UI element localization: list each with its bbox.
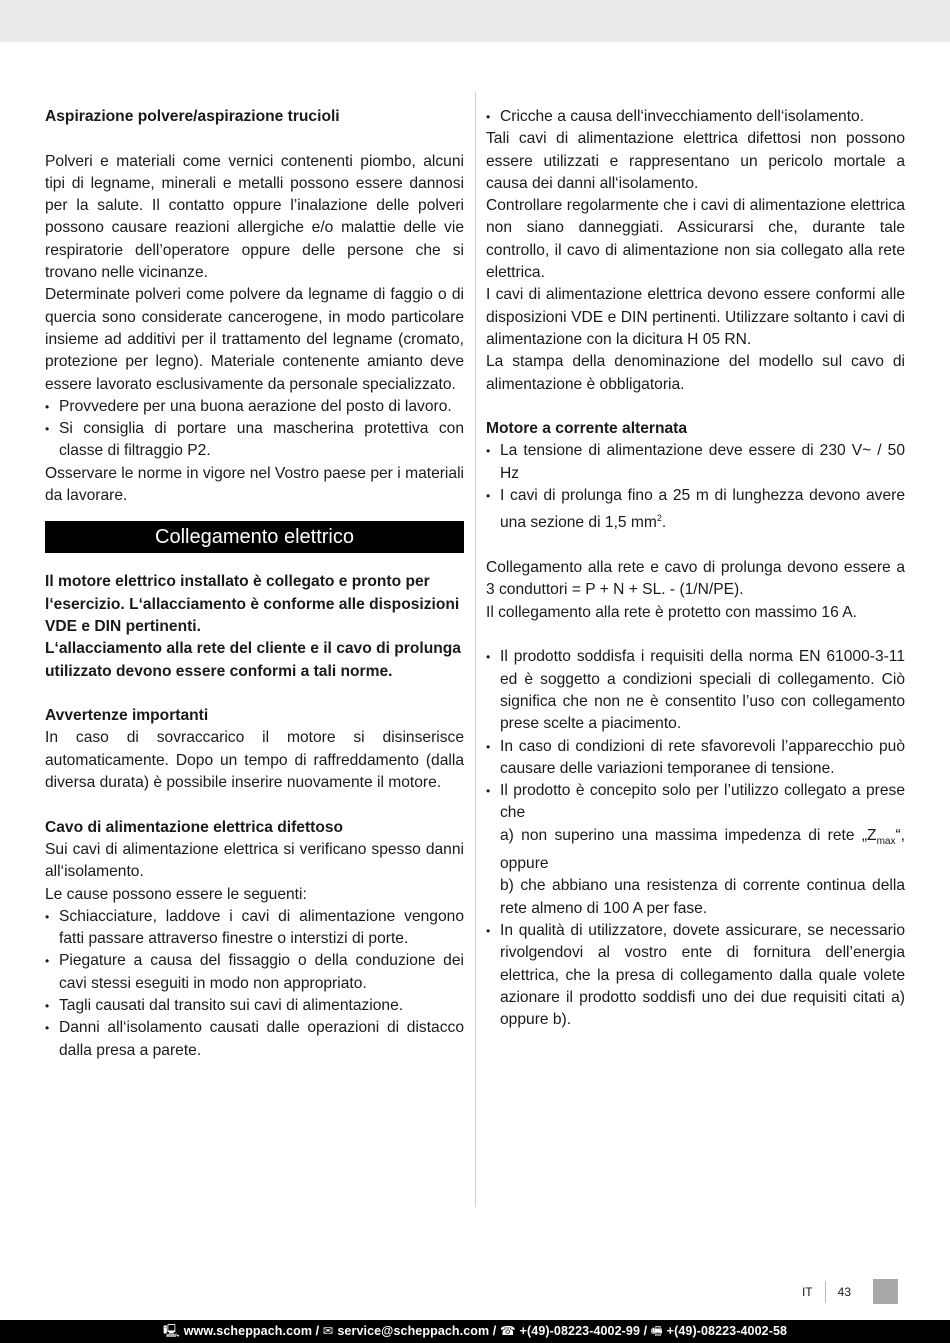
list-item: • I cavi di prolunga fino a 25 m di lunghezza devono avere una sezione di 1,5 $mm^2$. xyxy=(486,487,905,532)
top-band xyxy=(0,0,950,42)
list-item: • Il prodotto è concepito solo per l’utilizzo collegato a prese che a) non superino una massima impedenza di rete $„Z_{max}“$, oppure b) che abbiano una resistenza di corrente continua della rete almeno di 100 A per fase. xyxy=(486,782,905,917)
paragraph: Il collegamento alla rete è protetto con massimo 16 A. xyxy=(486,603,857,621)
intro-bold-paragraph: Il motore elettrico installato è collegato e pronto per l‘esercizio. L‘allacciamento è conforme alle disposizioni VDE e DIN pertinenti. xyxy=(45,573,460,635)
paragraph: Controllare regolarmente che i cavi di alimentazione elettrica non siano danneggiati. Assicurarsi che, durante tale controllo, il cavo di alimentazione non sia collegato alla rete elettrica. xyxy=(486,197,905,282)
section-banner: Collegamento elettrico xyxy=(45,521,464,553)
page-number: 43 xyxy=(837,1284,851,1299)
list-item: • Cricche a causa dell‘invecchiamento dell‘isolamento. xyxy=(486,106,905,128)
bullet-icon: • xyxy=(45,399,50,414)
footer-web: www.scheppach.com / xyxy=(183,1324,320,1338)
bullet-icon: • xyxy=(45,998,50,1013)
bullet-icon: • xyxy=(486,489,491,504)
intro-bold-paragraph: L‘allacciamento alla rete del cliente e il cavo di prolunga utilizzato devono essere conformi a tali norme. xyxy=(45,640,461,680)
computer-icon: 🖳 xyxy=(162,1324,180,1338)
paragraph: Polveri e materiali come vernici contenenti piombo, alcuni tipi di legname, minerali e metalli possono essere dannosi per la salute. Il contatto oppure l’inalazione delle polveri possono causare reazioni allergiche e/o malattie delle vie respiratorie dell’operatore oppure delle persone che si trovano nelle vicinanze. xyxy=(45,152,464,282)
footer-fax: +(49)-08223-4002-58 xyxy=(666,1324,788,1338)
right-column xyxy=(486,106,905,1031)
list-item: • La tensione di alimentazione deve essere di 230 V~ / 50 Hz xyxy=(486,442,905,482)
grey-square-marker xyxy=(873,1279,898,1304)
bullet-icon: • xyxy=(45,909,50,924)
bullet-icon: • xyxy=(486,784,491,799)
bullet-icon: • xyxy=(486,650,491,665)
bullet-icon: • xyxy=(45,422,50,437)
paragraph: La stampa della denominazione del modello sul cavo di alimentazione è obbligatoria. xyxy=(486,353,905,393)
paragraph: Tali cavi di alimentazione elettrica difettosi non possono essere utilizzati e rappresentano un pericolo mortale a causa dei danni all‘isolamento. xyxy=(486,130,905,192)
paragraph: Collegamento alla rete e cavo di prolunga devono essere a 3 conduttori = P + N + SL. - (1/N/PE). xyxy=(486,559,905,599)
list-item: • In caso di condizioni di rete sfavorevoli l’apparecchio può causare delle variazioni temporanee di tensione. xyxy=(486,737,905,777)
language-code: IT xyxy=(801,1284,813,1299)
bullet-icon: • xyxy=(486,110,491,124)
left-column xyxy=(45,106,464,1062)
list-item: • Piegature a causa del fissaggio o della conduzione dei cavi stessi eseguiti in modo non appropriato. xyxy=(45,952,464,992)
list-item: • In qualità di utilizzatore, dovete assicurare, se necessario rivolgendovi al vostro ente di fornitura dell’energia elettrica, che la presa di collegamento dalla quale volete azionare il prodotto soddisfi uno dei due requisiti citati a) oppure b). xyxy=(486,921,905,1029)
list-item: • Danni all‘isolamento causati dalle operazioni di distacco dalla presa a parete. xyxy=(45,1019,464,1059)
paragraph: In caso di sovraccarico il motore si disinserisce automaticamente. Dopo un tempo di raffreddamento (dalla diversa durata) è possibile inserire nuovamente il motore. xyxy=(45,729,464,792)
heading-ac-motor: Motore a corrente alternata xyxy=(486,420,688,438)
bullet-icon: • xyxy=(486,739,491,754)
list-item: • Provvedere per una buona aerazione del posto di lavoro. xyxy=(45,396,464,418)
heading-important-notes: Avvertenze importanti xyxy=(45,707,209,725)
bullet-icon: • xyxy=(45,1021,50,1036)
footer-contact-bar xyxy=(0,1320,950,1343)
paragraph: Sui cavi di alimentazione elettrica si verificano spesso danni all‘isolamento. xyxy=(45,840,464,881)
list-item: • Tagli causati dal transito sui cavi di alimentazione. xyxy=(45,995,464,1017)
list-item: • Il prodotto soddisfa i requisiti della norma EN 61000-3-11 ed è soggetto a condizioni speciali di collegamento. Ciò significa che non ne è consentito l’uso con collegamento prese scelte a piacimento. xyxy=(486,648,905,733)
paragraph: Le cause possono essere le seguenti: xyxy=(45,885,307,903)
bullet-icon: • xyxy=(45,954,50,969)
heading-defective-cable: Cavo di alimentazione elettrica difettoso xyxy=(45,818,344,836)
footer-phone: +(49)-08223-4002-99 / xyxy=(519,1324,648,1338)
fax-icon: 🖷 xyxy=(650,1324,663,1338)
bullet-icon: • xyxy=(486,444,491,459)
heading-dust-extraction: Aspirazione polvere/aspirazione trucioli xyxy=(45,108,340,125)
paragraph: Determinate polveri come polvere da legname di faggio o di quercia sono considerate cancerogene, in modo particolare insieme ad additivi per il trattamento del legname (cromato, protezione per legno). Materiale contenente amianto deve essere lavorato esclusivamente da personale specializzato. xyxy=(45,286,464,393)
list-item: • Schiacciature, laddove i cavi di alimentazione vengono fatti passare attraverso finestre o interstizi di porte. xyxy=(45,907,464,948)
envelope-icon: ✉ xyxy=(322,1324,334,1338)
paragraph: Osservare le norme in vigore nel Vostro paese per i materiali da lavorare. xyxy=(45,464,464,505)
list-item: • Si consiglia di portare una mascherina protettiva con classe di filtraggio P2. xyxy=(45,420,464,460)
column-divider xyxy=(475,92,476,1207)
footer-mail: service@scheppach.com / xyxy=(337,1324,497,1338)
bullet-icon: • xyxy=(486,923,491,938)
paragraph: I cavi di alimentazione elettrica devono essere conformi alle disposizioni VDE e DIN pertinenti. Utilizzare soltanto i cavi di alimentazione con la dicitura H 05 RN. xyxy=(486,286,905,348)
phone-icon: ☎ xyxy=(499,1324,516,1338)
page-indicator xyxy=(790,1279,898,1304)
